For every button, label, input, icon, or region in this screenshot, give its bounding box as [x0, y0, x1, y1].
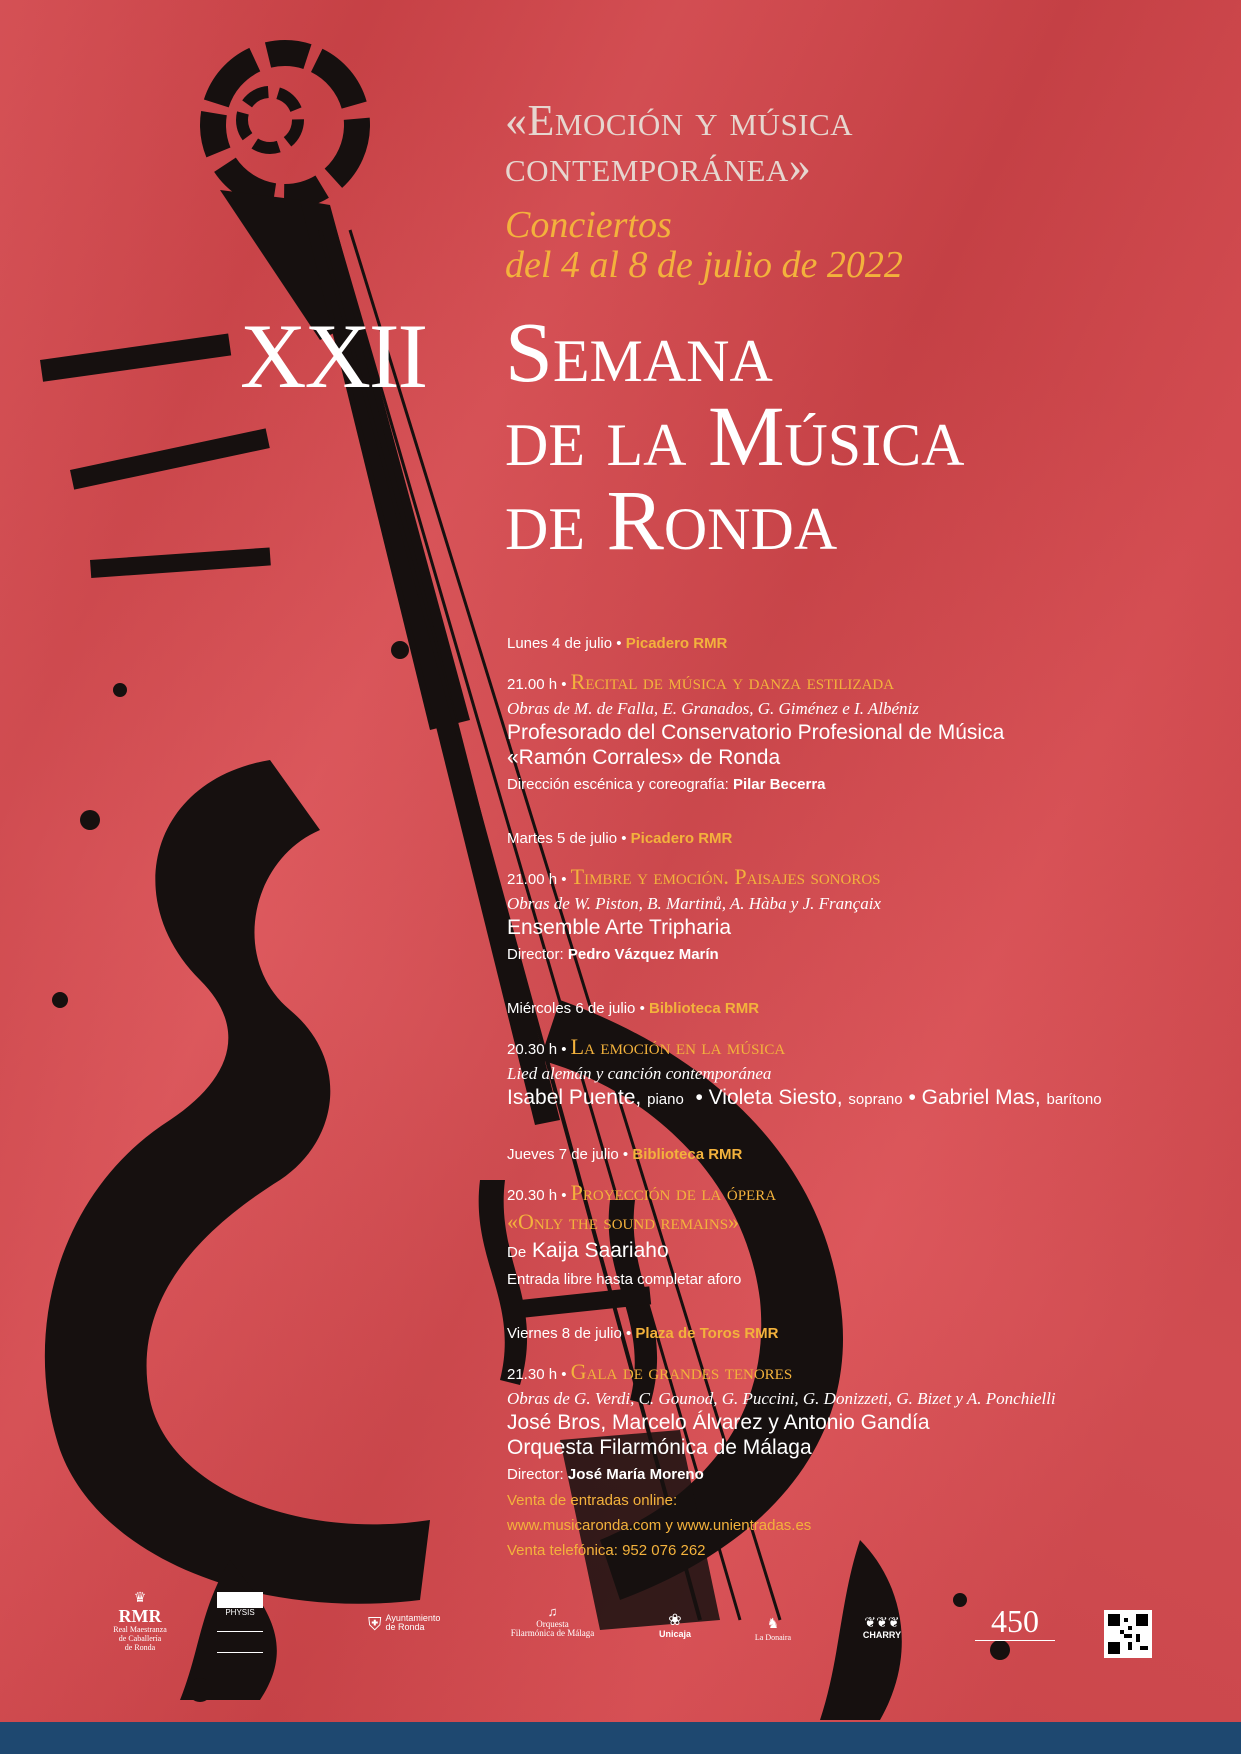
event-composer: [507, 1238, 1227, 1265]
dates-line-2: del 4 al 8 de julio de 2022: [505, 244, 903, 286]
event-title-line: 21.30 h • Gala de grandes tenores: [507, 1359, 793, 1384]
event-time: 20.30 h: [507, 1187, 558, 1204]
event-time: 21.30 h: [507, 1366, 558, 1383]
composer-name: Kaija Saariaho: [532, 1239, 669, 1262]
event-performer-2: Orquesta Filarmónica de Málaga: [507, 1436, 812, 1459]
credit-label: Dirección escénica y coreografía:: [507, 776, 729, 793]
event-works: Obras de W. Piston, B. Martinů, A. Hàba y J. Françaix: [507, 894, 881, 913]
concert-program: [507, 635, 1227, 1520]
event-credit: [507, 774, 1227, 796]
event-venue: Plaza de Toros RMR: [635, 1325, 779, 1342]
event-works: Obras de M. de Falla, E. Granados, G. Giménez e I. Albéniz: [507, 699, 919, 718]
credit-label: Director:: [507, 946, 564, 963]
event-tuesday: [507, 830, 1227, 966]
credit-name: Pilar Becerra: [732, 776, 826, 793]
tagline-line-2: contemporánea»: [505, 142, 812, 191]
event-date-line: Viernes 8 de julio • Plaza de Toros RMR: [507, 1325, 779, 1342]
event-date-line: Jueves 7 de julio • Biblioteca RMR: [507, 1146, 743, 1163]
event-wednesday: [507, 1000, 1227, 1112]
event-venue: Biblioteca RMR: [649, 1000, 760, 1017]
event-friday: [507, 1325, 1227, 1486]
ayuntamiento-logo: ⛨ Ayuntamiento de Ronda: [368, 1613, 441, 1634]
festival-title: [505, 304, 1205, 568]
tagline: [505, 98, 1205, 190]
event-title-line: 21.00 h • Recital de música y danza estilizada: [507, 669, 895, 694]
la-donaira-logo: ♞ La Donaira: [754, 1617, 792, 1642]
title-numeral: XXII: [240, 305, 427, 407]
performer-name: Isabel Puente,: [507, 1086, 642, 1109]
orquesta-logo: ♫ Orquesta Filarmónica de Málaga: [510, 1604, 595, 1638]
event-performers: Isabel Puente, piano • Violeta Siesto, soprano • Gabriel Mas, barítono: [507, 1086, 1102, 1109]
tagline-line-1: «Emoción y música: [505, 96, 854, 145]
event-performer: Profesorado del Conservatorio Profesional de Música: [507, 721, 1005, 744]
sponsor-logos: [0, 1590, 1241, 1670]
title-line-2: de la Música: [505, 388, 965, 484]
event-title: Gala de grandes tenores: [570, 1359, 793, 1384]
event-works: Lied alemán y canción contemporánea: [507, 1064, 772, 1083]
physis-logo: PHYSIS: [215, 1592, 265, 1653]
ticket-phone: Venta telefónica: 952 076 262: [507, 1542, 706, 1559]
qr-code-icon[interactable]: [1104, 1610, 1152, 1658]
event-venue: Picadero RMR: [630, 830, 733, 847]
event-title: La emoción en la música: [570, 1034, 786, 1059]
performer-name: Gabriel Mas,: [921, 1086, 1041, 1109]
event-time: 21.00 h: [507, 676, 558, 693]
event-title: Proyección de la ópera: [570, 1180, 777, 1205]
ticket-websites[interactable]: www.musicaronda.com y www.unientradas.es: [507, 1517, 812, 1534]
performer-role: barítono: [1046, 1091, 1102, 1108]
event-title: Timbre y emoción. Paisajes sonoros: [570, 864, 881, 889]
event-venue: Biblioteca RMR: [632, 1146, 743, 1163]
event-day: Miércoles 6 de julio: [507, 1000, 636, 1017]
performer-name: Violeta Siesto,: [708, 1086, 843, 1109]
title-line-3: de Ronda: [505, 472, 838, 568]
event-venue: Picadero RMR: [625, 635, 728, 652]
event-time: 21.00 h: [507, 871, 558, 888]
event-title-line: 20.30 h • La emoción en la música: [507, 1034, 786, 1059]
bottom-color-band: [0, 1722, 1241, 1754]
event-performer: Ensemble Arte Tripharia: [507, 916, 732, 939]
ticket-info: [507, 1488, 1107, 1563]
title-line-1: Semana: [505, 304, 773, 400]
event-note: Entrada libre hasta completar aforo: [507, 1271, 742, 1288]
event-monday: [507, 635, 1227, 796]
event-time: 20.30 h: [507, 1041, 558, 1058]
event-title: Recital de música y danza estilizada: [570, 669, 895, 694]
event-performer-2: «Ramón Corrales» de Ronda: [507, 746, 781, 769]
qr-code-pattern: [1104, 1610, 1152, 1658]
performer-role: piano: [647, 1091, 684, 1108]
event-date-line: Lunes 4 de julio • Picadero RMR: [507, 635, 728, 652]
event-day: Martes 5 de julio: [507, 830, 618, 847]
charry-logo: ❦❦❦ CHARRY: [862, 1614, 902, 1640]
ticket-line-1: Venta de entradas online:: [507, 1492, 678, 1509]
event-day: Jueves 7 de julio: [507, 1146, 619, 1163]
event-title-line: 20.30 h • Proyección de la ópera: [507, 1180, 777, 1205]
coat-of-arms-icon: ⛨: [368, 1614, 382, 1634]
event-day: Lunes 4 de julio: [507, 635, 613, 652]
concert-dates: [505, 205, 1205, 285]
dates-line-1: Conciertos: [505, 204, 672, 246]
event-title-line-2: [507, 1209, 1227, 1238]
event-title-line: 21.00 h • Timbre y emoción. Paisajes sonoros: [507, 864, 881, 889]
event-credit: [507, 944, 1227, 966]
composer-prefix: De: [507, 1244, 527, 1261]
credit-label: Director:: [507, 1466, 564, 1483]
unicaja-logo: ❀ Unicaja: [658, 1612, 691, 1639]
rmr-logo: ♛ RMR Real Maestranza de Caballería de Ronda: [113, 1591, 167, 1652]
event-thursday: [507, 1146, 1227, 1291]
credit-name: José María Moreno: [567, 1466, 704, 1483]
event-day: Viernes 8 de julio: [507, 1325, 622, 1342]
event-title-2: «Only the sound remains»: [507, 1209, 740, 1234]
event-works: Obras de G. Verdi, C. Gounod, G. Puccini, G. Donizzeti, G. Bizet y A. Ponchielli: [507, 1389, 1056, 1408]
event-credit: [507, 1464, 1227, 1486]
performer-role: soprano: [848, 1091, 903, 1108]
credit-name: Pedro Vázquez Marín: [567, 946, 719, 963]
event-performer: José Bros, Marcelo Álvarez y Antonio Gandía: [507, 1411, 930, 1434]
rmr-450-logo: 450: [975, 1604, 1055, 1641]
event-date-line: Martes 5 de julio • Picadero RMR: [507, 830, 733, 847]
event-date-line: Miércoles 6 de julio • Biblioteca RMR: [507, 1000, 760, 1017]
